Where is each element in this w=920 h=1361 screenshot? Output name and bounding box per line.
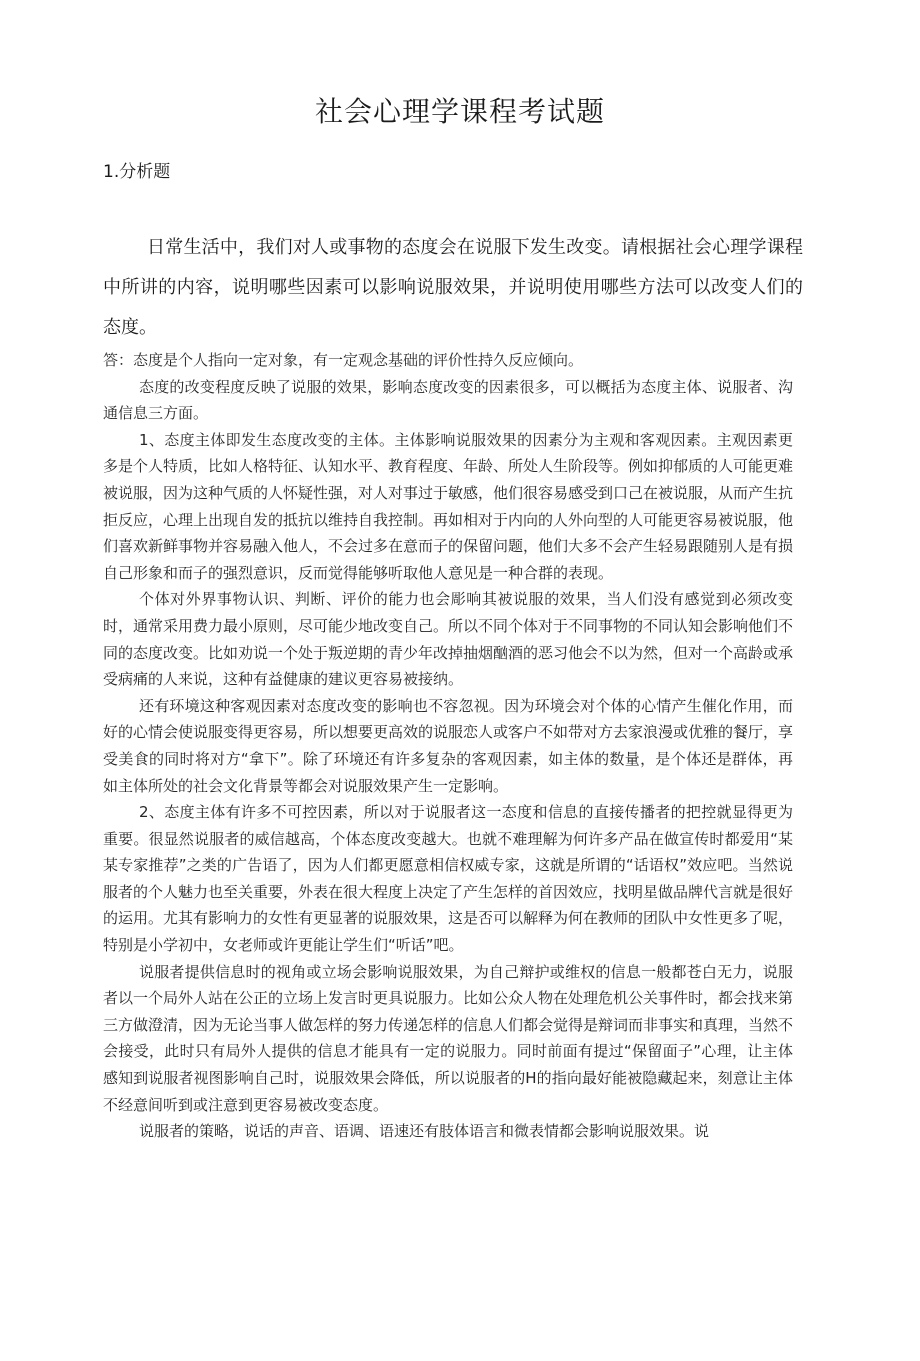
answer-paragraph: 说服者提供信息时的视角或立场会影响说服效果，为自己辩护或维权的信息一般都苍白无力，说服者以一个局外人站在公正的立场上发言时更具说服力。比如公众人物在处理危机公关事件时，都会找来第三方做澄清，因为无论当事人做怎样的努力传递怎样的信息人们都会觉得是辩词而非事实和真理，当然不会接受，此时只有局外人提供的信息才能具有一定的说服力。同时前面有提过“保留面子”心理，让主体感知到说服者视图影响自己时，说服效果会降低，所以说服者的H的指向最好能被隐藏起来，刻意让主体不经意间听到或注意到更容易被改变态度。 (103, 962, 794, 1114)
page-title: 社会心理学课程考试题 (314, 95, 605, 128)
answer-paragraph: 个体对外界事物认识、判断、评价的能力也会彫响其被说服的效果，当人们没有感觉到必须改变时，通常采用费力最小原则，尽可能少地改变自己。所以不同个体对于不同事物的不同认知会影响他们不同的态度改变。比如劝说一个处于叛逆期的青少年改掉抽烟酗酒的恶习他会不以为然，但对一个高龄或承受病痛的人来说，这种有益健康的建议更容易被接纳。 (103, 590, 794, 689)
answer-paragraph: 说服者的策略，说话的声音、语调、语速还有肢体语言和微表情都会影响说服效果。说 (139, 1122, 710, 1141)
answer-paragraph: 答：态度是个人指向一定对象，有一定观念基础的评价性持久反应倾向。 (103, 351, 584, 369)
answer-paragraph: 2、态度主体有许多不可控因素，所以对于说服者这一态度和信息的直接传播者的把控就显得更为重要。很显然说服者的威信越高，个体态度改变越大。也就不难理解为何许多产品在做宣传时都爱用“某某专家推荐”之类的广告语了，因为人们都更愿意相信权威专家，这就是所谓的“话语权”效应吧。当然说服者的个人魅力也至关重要，外表在很大程度上决定了产生怎样的首因效应，找明星做品牌代言就是很好的运用。尤其有影响力的女性有更显著的说服效果，这是否可以解释为何在教师的团队中女性更多了呢，特别是小学初中，女老师或许更能让学生们“听话”吧。 (103, 803, 794, 955)
answer-paragraph: 还有环境这种客观因素对态度改变的影响也不容忽视。因为环境会对个体的心情产生催化作用，而好的心情会使说服变得更容易，所以想要更高效的说服恋人或客户不如带对方去家浪漫或优雅的餐厅，享受美食的同时将对方“拿下”。除了环境还有许多复杂的客观因素，如主体的数量，是个体还是群体，再如主体所处的社会文化背景等都会对说服效果产生一定影响。 (103, 696, 794, 795)
answer-paragraph: 1、态度主体即发生态度改变的主体。主体影响说服效果的因素分为主观和客观因素。主观因素更多是个人特质，比如人格特征、认知水平、教育程度、年龄、所处人生阶段等。例如抑郁质的人可能更难被说服，因为这种气质的人怀疑性强，对人对事过于敏感，他们很容易感受到口己在被说服，从而产生抗拒反应，心理上出现自发的抵抗以维持自我控制。再如相对于内向的人外向型的人可能更容易被说服，他们喜欢新鲜事物并容易融入他人，不会过多在意而子的保留问题，他们大多不会产生轻易跟随别人是有损自己形象和而子的强烈意识，反而觉得能够听取他人意见是一种合群的表现。 (103, 430, 794, 582)
question-text: 日常生活中，我们对人或事物的态度会在说服下发生改变。请根据社会心理学课程中所讲的内容，说明哪些因素可以影响说服效果，并说明使用哪些方法可以改变人们的态度。 (103, 237, 803, 338)
answer-paragraph: 态度的改变程度反映了说服的效果，影响态度改变的因素很多，可以概括为态度主体、说服者、沟通信息三方面。 (103, 377, 793, 423)
answer-body (103, 347, 793, 1145)
section-heading: 1.分析题 (103, 162, 171, 182)
